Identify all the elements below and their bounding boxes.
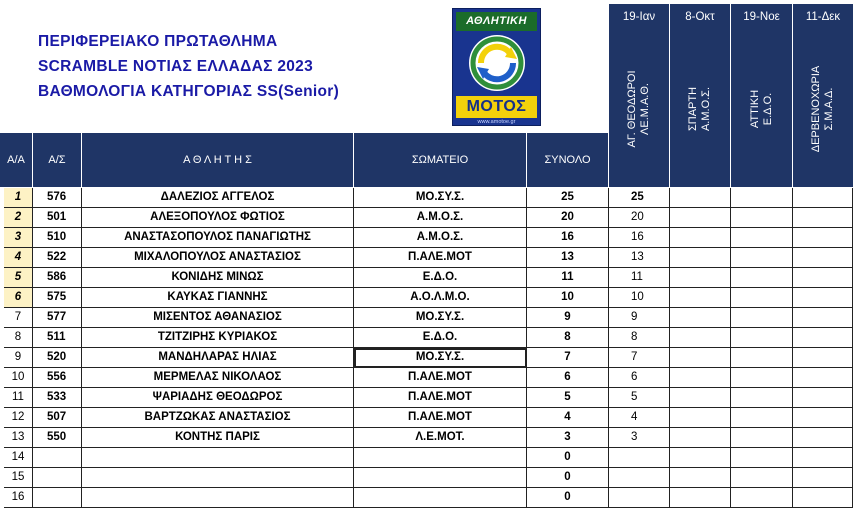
- cell-athlete-name[interactable]: [82, 468, 354, 488]
- logo-top-text: ΑΘΛΗΤΙΚΗ: [456, 12, 537, 31]
- cell-round-1-points[interactable]: 3: [609, 428, 670, 448]
- cell-athlete-name[interactable]: ΚΟΝΙΔΗΣ ΜΙΝΩΣ: [82, 268, 354, 288]
- cell-total-points[interactable]: 0: [527, 488, 609, 508]
- cell-round-2-points[interactable]: [670, 388, 731, 408]
- cell-round-3-points[interactable]: [731, 348, 793, 368]
- cell-round-3-points[interactable]: [731, 208, 793, 228]
- cell-round-3-points[interactable]: [731, 368, 793, 388]
- cell-total-points[interactable]: 20: [527, 208, 609, 228]
- cell-total-points[interactable]: 25: [527, 188, 609, 208]
- cell-race-number[interactable]: [33, 468, 82, 488]
- cell-athlete-name[interactable]: ΜΙΣΕΝΤΟΣ ΑΘΑΝΑΣΙΟΣ: [82, 308, 354, 328]
- cell-round-1-points[interactable]: 16: [609, 228, 670, 248]
- table-row: [0, 348, 853, 368]
- cell-round-1-points[interactable]: 13: [609, 248, 670, 268]
- cell-round-2-points[interactable]: [670, 488, 731, 508]
- cell-club[interactable]: Α.Μ.Ο.Σ.: [354, 228, 527, 248]
- cell-round-2-points[interactable]: [670, 288, 731, 308]
- cell-round-4-points[interactable]: [793, 468, 853, 488]
- header-athlete: Α Θ Λ Η Τ Η Σ: [82, 133, 354, 187]
- table-row: [0, 248, 853, 268]
- cell-round-1-points[interactable]: 20: [609, 208, 670, 228]
- cell-round-2-points[interactable]: [670, 348, 731, 368]
- cell-round-2-points[interactable]: [670, 448, 731, 468]
- cell-round-2-points[interactable]: [670, 248, 731, 268]
- cell-athlete-name[interactable]: ΚΑΥΚΑΣ ΓΙΑΝΝΗΣ: [82, 288, 354, 308]
- cell-round-3-points[interactable]: [731, 268, 793, 288]
- table-row: [0, 288, 853, 308]
- cell-total-points[interactable]: 0: [527, 448, 609, 468]
- cell-position[interactable]: 7: [4, 308, 33, 328]
- cell-total-points[interactable]: 5: [527, 388, 609, 408]
- cell-round-1-points[interactable]: [609, 488, 670, 508]
- cell-round-3-points[interactable]: [731, 468, 793, 488]
- cell-athlete-name[interactable]: ΜΕΡΜΕΛΑΣ ΝΙΚΟΛΑΟΣ: [82, 368, 354, 388]
- cell-club[interactable]: Π.ΑΛΕ.ΜΟΤ: [354, 368, 527, 388]
- venue-4-line-1: ΔΕΡΒΕΝΟΧΩΡΙΑ: [810, 65, 822, 152]
- cell-round-3-points[interactable]: [731, 388, 793, 408]
- header-aa: Α/Α: [0, 133, 33, 187]
- cell-race-number[interactable]: 575: [33, 288, 82, 308]
- cell-round-3-points[interactable]: [731, 408, 793, 428]
- table-row: [0, 388, 853, 408]
- cell-athlete-name[interactable]: ΔΑΛΕΖΙΟΣ ΑΓΓΕΛΟΣ: [82, 188, 354, 208]
- cell-round-2-points[interactable]: [670, 228, 731, 248]
- cell-round-3-points[interactable]: [731, 308, 793, 328]
- cell-position[interactable]: 1: [4, 188, 33, 208]
- cell-total-points[interactable]: 10: [527, 288, 609, 308]
- table-row: [0, 188, 853, 208]
- cell-round-4-points[interactable]: [793, 248, 853, 268]
- cell-race-number[interactable]: 522: [33, 248, 82, 268]
- cell-total-points[interactable]: 8: [527, 328, 609, 348]
- cell-position[interactable]: 2: [4, 208, 33, 228]
- cell-position[interactable]: 14: [4, 448, 33, 468]
- venue-3-line-2: Ε.Δ.Ο.: [761, 92, 774, 125]
- cell-total-points[interactable]: 4: [527, 408, 609, 428]
- cell-position[interactable]: 4: [4, 248, 33, 268]
- cell-athlete-name[interactable]: ΜΙΧΑΛΟΠΟΥΛΟΣ ΑΝΑΣΤΑΣΙΟΣ: [82, 248, 354, 268]
- cell-club[interactable]: Π.ΑΛΕ.ΜΟΤ: [354, 388, 527, 408]
- cell-round-4-points[interactable]: [793, 188, 853, 208]
- cell-total-points[interactable]: 16: [527, 228, 609, 248]
- cell-round-3-points[interactable]: [731, 488, 793, 508]
- cell-round-3-points[interactable]: [731, 228, 793, 248]
- cell-club[interactable]: ΜΟ.ΣΥ.Σ.: [354, 188, 527, 208]
- cell-round-1-points[interactable]: 6: [609, 368, 670, 388]
- round-venue-1: [609, 30, 670, 187]
- cell-club[interactable]: Ε.Δ.Ο.: [354, 328, 527, 348]
- cell-round-4-points[interactable]: [793, 348, 853, 368]
- cell-round-4-points[interactable]: [793, 288, 853, 308]
- cell-position[interactable]: 3: [4, 228, 33, 248]
- venue-2-line-1: ΣΠΑΡΤΗ: [687, 86, 699, 131]
- cell-round-4-points[interactable]: [793, 388, 853, 408]
- cell-round-1-points[interactable]: 9: [609, 308, 670, 328]
- cell-athlete-name[interactable]: [82, 448, 354, 468]
- cell-round-4-points[interactable]: [793, 308, 853, 328]
- cell-race-number[interactable]: 511: [33, 328, 82, 348]
- cell-round-4-points[interactable]: [793, 328, 853, 348]
- cell-total-points[interactable]: 3: [527, 428, 609, 448]
- cell-athlete-name[interactable]: ΜΑΝΔΗΛΑΡΑΣ ΗΛΙΑΣ: [82, 348, 354, 368]
- table-row: [0, 428, 853, 448]
- cell-club[interactable]: Α.Ο.Λ.Μ.Ο.: [354, 288, 527, 308]
- cell-round-2-points[interactable]: [670, 408, 731, 428]
- round-date-1: 19-Ιαν: [609, 4, 670, 30]
- cell-round-2-points[interactable]: [670, 208, 731, 228]
- cell-race-number[interactable]: [33, 488, 82, 508]
- round-venue-2: [670, 30, 731, 187]
- cell-position[interactable]: 6: [4, 288, 33, 308]
- cell-round-1-points[interactable]: 4: [609, 408, 670, 428]
- table-row: [0, 368, 853, 388]
- cell-position[interactable]: 13: [4, 428, 33, 448]
- cell-race-number[interactable]: [33, 448, 82, 468]
- logo-emblem-icon: [467, 33, 527, 93]
- cell-race-number[interactable]: 576: [33, 188, 82, 208]
- cell-athlete-name[interactable]: ΑΝΑΣΤΑΣΟΠΟΥΛΟΣ ΠΑΝΑΓΙΩΤΗΣ: [82, 228, 354, 248]
- header-total: ΣΥΝΟΛΟ: [527, 133, 609, 187]
- cell-position[interactable]: 15: [4, 468, 33, 488]
- cell-total-points[interactable]: 9: [527, 308, 609, 328]
- cell-round-2-points[interactable]: [670, 268, 731, 288]
- cell-athlete-name[interactable]: ΚΟΝΤΗΣ ΠΑΡΙΣ: [82, 428, 354, 448]
- cell-race-number[interactable]: 550: [33, 428, 82, 448]
- cell-round-2-points[interactable]: [670, 328, 731, 348]
- cell-club[interactable]: [354, 488, 527, 508]
- cell-round-3-points[interactable]: [731, 248, 793, 268]
- title-line-2: SCRAMBLE ΝΟΤΙΑΣ ΕΛΛΑΔΑΣ 2023: [38, 58, 313, 75]
- cell-total-points[interactable]: 11: [527, 268, 609, 288]
- header-as: Α/Σ: [33, 133, 82, 187]
- cell-total-points[interactable]: 13: [527, 248, 609, 268]
- cell-round-4-points[interactable]: [793, 408, 853, 428]
- logo-url-text: www.amotoe.gr: [477, 119, 516, 125]
- cell-round-1-points[interactable]: [609, 448, 670, 468]
- cell-round-2-points[interactable]: [670, 468, 731, 488]
- cell-round-1-points[interactable]: 11: [609, 268, 670, 288]
- table-row: [0, 268, 853, 288]
- cell-round-4-points[interactable]: [793, 428, 853, 448]
- cell-round-3-points[interactable]: [731, 328, 793, 348]
- venue-1-line-1: ΑΓ. ΘΕΟΔΩΡΟΙ: [626, 69, 638, 148]
- cell-round-1-points[interactable]: [609, 468, 670, 488]
- venue-2-line-2: Α.Μ.Ο.Σ.: [700, 86, 712, 131]
- cell-round-2-points[interactable]: [670, 428, 731, 448]
- round-venue-4: [793, 30, 853, 187]
- table-row: [0, 408, 853, 428]
- cell-position[interactable]: 8: [4, 328, 33, 348]
- header-club: ΣΩΜΑΤΕΙΟ: [354, 133, 527, 187]
- cell-total-points[interactable]: 0: [527, 468, 609, 488]
- cell-club[interactable]: [354, 468, 527, 488]
- cell-race-number[interactable]: 520: [33, 348, 82, 368]
- athlitiki-moto-logo: [452, 8, 541, 126]
- round-date-2: 8-Οκτ: [670, 4, 731, 30]
- cell-race-number[interactable]: 586: [33, 268, 82, 288]
- cell-round-1-points[interactable]: 8: [609, 328, 670, 348]
- cell-athlete-name[interactable]: ΤΖΙΤΖΙΡΗΣ ΚΥΡΙΑΚΟΣ: [82, 328, 354, 348]
- cell-round-4-points[interactable]: [793, 448, 853, 468]
- table-row: [0, 468, 853, 488]
- cell-athlete-name[interactable]: ΨΑΡΙΑΔΗΣ ΘΕΟΔΩΡΟΣ: [82, 388, 354, 408]
- cell-total-points[interactable]: 7: [527, 348, 609, 368]
- cell-round-4-points[interactable]: [793, 268, 853, 288]
- cell-position[interactable]: 16: [4, 488, 33, 508]
- cell-club[interactable]: Π.ΑΛΕ.ΜΟΤ: [354, 408, 527, 428]
- cell-club[interactable]: ΜΟ.ΣΥ.Σ.: [354, 308, 527, 328]
- cell-race-number[interactable]: 556: [33, 368, 82, 388]
- cell-total-points[interactable]: 6: [527, 368, 609, 388]
- venue-3-line-1: ΑΤΤΙΚΗ: [748, 89, 761, 128]
- table-row: [0, 308, 853, 328]
- venue-4-line-2: Σ.Μ.Α.Δ.: [823, 87, 835, 130]
- cell-race-number[interactable]: 533: [33, 388, 82, 408]
- table-row: [0, 328, 853, 348]
- cell-round-4-points[interactable]: [793, 488, 853, 508]
- cell-club[interactable]: ΜΟ.ΣΥ.Σ.: [354, 348, 527, 368]
- cell-round-4-points[interactable]: [793, 208, 853, 228]
- cell-position[interactable]: 10: [4, 368, 33, 388]
- round-date-3: 19-Νοε: [731, 4, 793, 30]
- cell-athlete-name[interactable]: [82, 488, 354, 508]
- cell-club[interactable]: [354, 448, 527, 468]
- logo-bottom-text: ΜΟΤΟΣ: [456, 96, 537, 118]
- cell-club[interactable]: Π.ΑΛΕ.ΜΟΤ: [354, 248, 527, 268]
- title-line-3: ΒΑΘΜΟΛΟΓΙΑ ΚΑΤΗΓΟΡΙΑΣ SS(Senior): [38, 83, 340, 100]
- cell-round-2-points[interactable]: [670, 188, 731, 208]
- cell-athlete-name[interactable]: ΒΑΡΤΖΩΚΑΣ ΑΝΑΣΤΑΣΙΟΣ: [82, 408, 354, 428]
- cell-race-number[interactable]: 501: [33, 208, 82, 228]
- cell-race-number[interactable]: 507: [33, 408, 82, 428]
- round-venue-3: [731, 30, 793, 187]
- cell-position[interactable]: 11: [4, 388, 33, 408]
- table-row: [0, 208, 853, 228]
- title-line-1: ΠΕΡΙΦΕΡΕΙΑΚΟ ΠΡΩΤΑΘΛΗΜΑ: [38, 33, 278, 50]
- cell-athlete-name[interactable]: ΑΛΕΞΟΠΟΥΛΟΣ ΦΩΤΙΟΣ: [82, 208, 354, 228]
- round-date-4: 11-Δεκ: [793, 4, 853, 30]
- cell-round-2-points[interactable]: [670, 368, 731, 388]
- cell-club[interactable]: Ε.Δ.Ο.: [354, 268, 527, 288]
- cell-round-3-points[interactable]: [731, 188, 793, 208]
- cell-round-4-points[interactable]: [793, 228, 853, 248]
- cell-position[interactable]: 9: [4, 348, 33, 368]
- table-row: [0, 448, 853, 468]
- table-row: [0, 488, 853, 508]
- cell-round-1-points[interactable]: 10: [609, 288, 670, 308]
- cell-round-3-points[interactable]: [731, 428, 793, 448]
- cell-club[interactable]: Α.Μ.Ο.Σ.: [354, 208, 527, 228]
- cell-race-number[interactable]: 577: [33, 308, 82, 328]
- cell-club[interactable]: Λ.Ε.ΜΟΤ.: [354, 428, 527, 448]
- table-row: [0, 228, 853, 248]
- cell-round-3-points[interactable]: [731, 288, 793, 308]
- cell-round-1-points[interactable]: 25: [609, 188, 670, 208]
- cell-round-2-points[interactable]: [670, 308, 731, 328]
- cell-position[interactable]: 12: [4, 408, 33, 428]
- venue-1-line-2: ΛΕ.Μ.Α.Θ.: [639, 82, 651, 135]
- cell-race-number[interactable]: 510: [33, 228, 82, 248]
- cell-round-3-points[interactable]: [731, 448, 793, 468]
- cell-round-1-points[interactable]: 7: [609, 348, 670, 368]
- cell-round-4-points[interactable]: [793, 368, 853, 388]
- cell-position[interactable]: 5: [4, 268, 33, 288]
- cell-round-1-points[interactable]: 5: [609, 388, 670, 408]
